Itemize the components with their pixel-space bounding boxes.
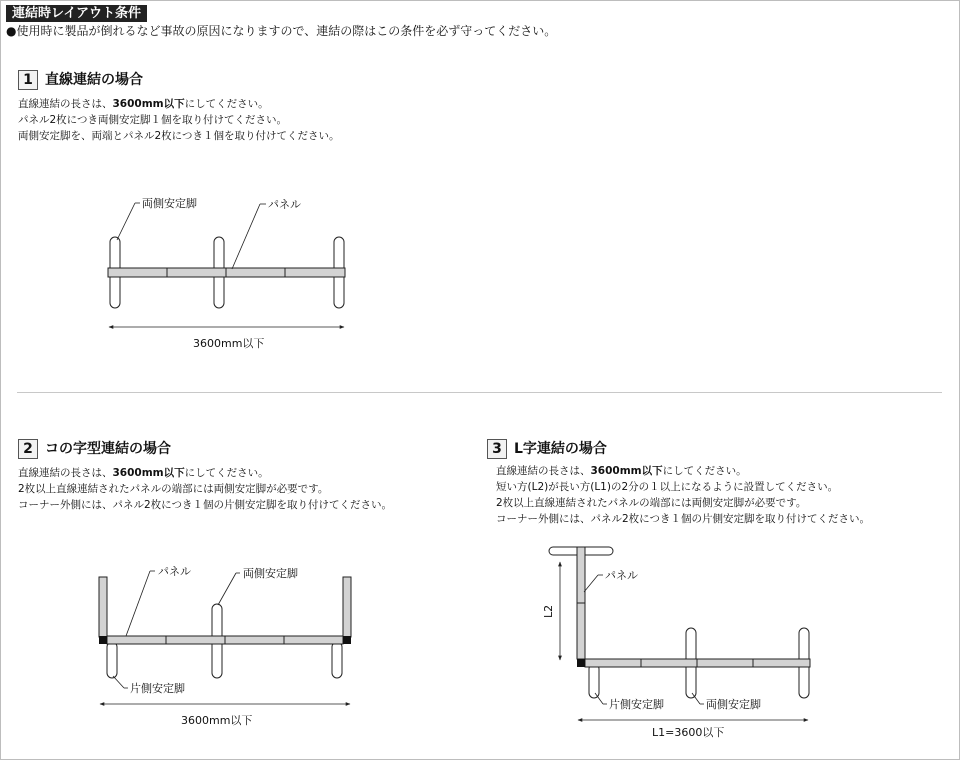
l2-label: L2: [542, 604, 555, 618]
section-1-line-3: 両側安定脚を、両端とパネル2枚につき１個を取り付けてください。: [18, 130, 340, 142]
dimension-label: 3600mm以下: [193, 337, 265, 350]
leg-double-label: 両側安定脚: [243, 567, 298, 580]
section-2-line-3: コーナー外側には、パネル2枚につき１個の片側安定脚を取り付けてください。: [18, 499, 392, 511]
section-2-number: 2: [18, 439, 38, 459]
dimension-label: L1=3600以下: [652, 726, 725, 739]
panel-label: パネル: [158, 565, 191, 578]
section-divider: [17, 392, 942, 393]
section-3-line-4: コーナー外側には、パネル2枚につき１個の片側安定脚を取り付けてください。: [496, 513, 870, 525]
section-1-line-1: 直線連結の長さは、3600mm以下にしてください。: [18, 98, 269, 110]
section-3-line-2: 短い方(L2)が長い方(L1)の2分の１以上になるように設置してください。: [496, 481, 839, 493]
leg-label: 両側安定脚: [142, 197, 197, 210]
section-2-title: コの字型連結の場合: [45, 441, 171, 457]
section-1-title: 直線連結の場合: [45, 72, 143, 88]
safety-note: ●使用時に製品が倒れるなど事故の原因になりますので、連結の際はこの条件を必ず守ってください。: [6, 24, 557, 38]
section-3-text: [496, 463, 870, 527]
section-2-text: [18, 465, 392, 513]
section-2-line-2: 2枚以上直線連結されたパネルの端部には両側安定脚が必要です。: [18, 483, 329, 495]
section-1-text: [18, 96, 339, 144]
section-3-number: 3: [487, 439, 507, 459]
section-3-line-1: 直線連結の長さは、3600mm以下にしてください。: [496, 465, 747, 477]
panel-label: パネル: [268, 198, 301, 211]
section-3-title: L字連結の場合: [514, 441, 607, 457]
section-2-line-1: 直線連結の長さは、3600mm以下にしてください。: [18, 467, 269, 479]
panel-label: パネル: [605, 569, 638, 582]
section-1-line-2: パネル2枚につき両側安定脚１個を取り付けてください。: [18, 114, 287, 126]
page-title: 連結時レイアウト条件: [6, 5, 147, 22]
dimension-label: 3600mm以下: [181, 714, 253, 727]
leg-single-label: 片側安定脚: [130, 682, 185, 695]
section-3-line-3: 2枚以上直線連結されたパネルの端部には両側安定脚が必要です。: [496, 497, 807, 509]
section-1-number: 1: [18, 70, 38, 90]
leg-double-label: 両側安定脚: [706, 698, 761, 711]
leg-single-label: 片側安定脚: [609, 698, 664, 711]
